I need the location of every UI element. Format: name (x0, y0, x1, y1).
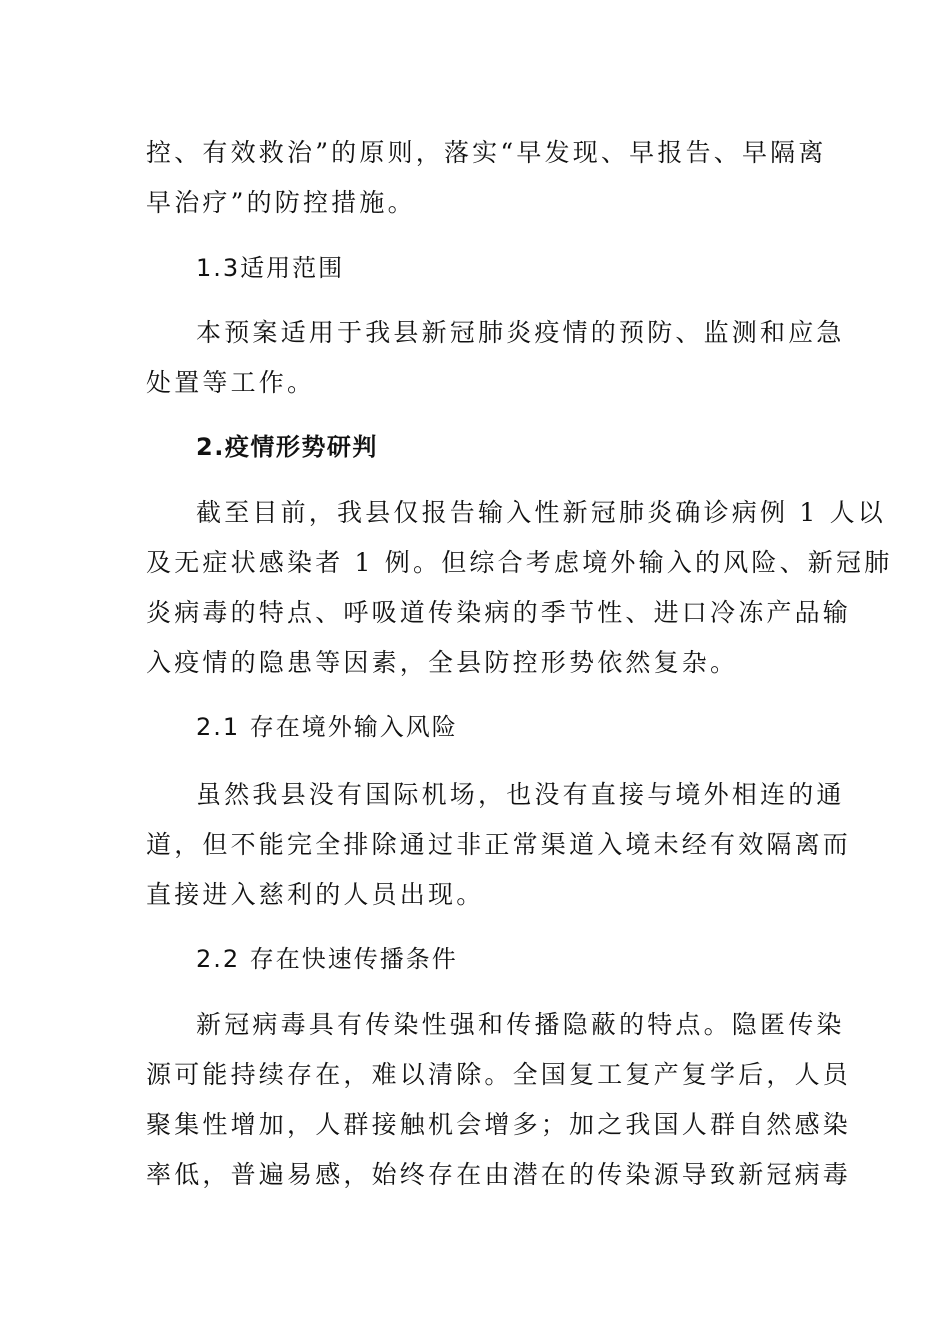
section-heading: 2.2 存在快速传播条件 (196, 945, 458, 973)
paragraph-situation (146, 488, 893, 688)
paragraph-line: 虽然我县没有国际机场，也没有直接与境外相连的通 (196, 780, 845, 809)
paragraph-import-risk (146, 770, 852, 920)
paragraph-line: 本预案适用于我县新冠肺炎疫情的预防、监测和应急 (196, 318, 845, 347)
paragraph-principles (146, 128, 827, 228)
heading-section-2-1 (146, 702, 806, 752)
paragraph-line: 道，但不能完全排除通过非正常渠道入境未经有效隔离而 (146, 830, 852, 859)
paragraph-line: 早治疗”的防控措施。 (146, 188, 416, 217)
paragraph-spread (146, 1000, 852, 1200)
paragraph-line: 入疫情的隐患等因素，全县防控形势依然复杂。 (146, 648, 739, 677)
paragraph-line: 截至目前，我县仅报告输入性新冠肺炎确诊病例 1 人以 (196, 498, 887, 527)
section-heading: 2.1 存在境外输入风险 (196, 713, 458, 741)
paragraph-line: 新冠病毒具有传染性强和传播隐蔽的特点。隐匿传染 (196, 1010, 845, 1039)
paragraph-line: 处置等工作。 (146, 368, 316, 397)
paragraph-line: 聚集性增加，人群接触机会增多；加之我国人群自然感染 (146, 1110, 852, 1139)
paragraph-scope (146, 308, 845, 408)
section-heading: 2.疫情形势研判 (196, 433, 378, 461)
heading-section-2 (146, 422, 806, 472)
heading-section-2-2 (146, 934, 806, 984)
heading-section-1-3 (146, 243, 806, 293)
paragraph-line: 炎病毒的特点、呼吸道传染病的季节性、进口冷冻产品输 (146, 598, 852, 627)
paragraph-line: 源可能持续存在，难以清除。全国复工复产复学后，人员 (146, 1060, 852, 1089)
paragraph-line: 率低，普遍易感，始终存在由潜在的传染源导致新冠病毒 (146, 1160, 852, 1189)
paragraph-line: 及无症状感染者 1 例。但综合考虑境外输入的风险、新冠肺 (146, 548, 893, 577)
paragraph-line: 控、有效救治”的原则，落实“早发现、早报告、早隔离 (146, 138, 827, 167)
section-heading: 1.3适用范围 (196, 254, 345, 282)
paragraph-line: 直接进入慈利的人员出现。 (146, 880, 485, 909)
